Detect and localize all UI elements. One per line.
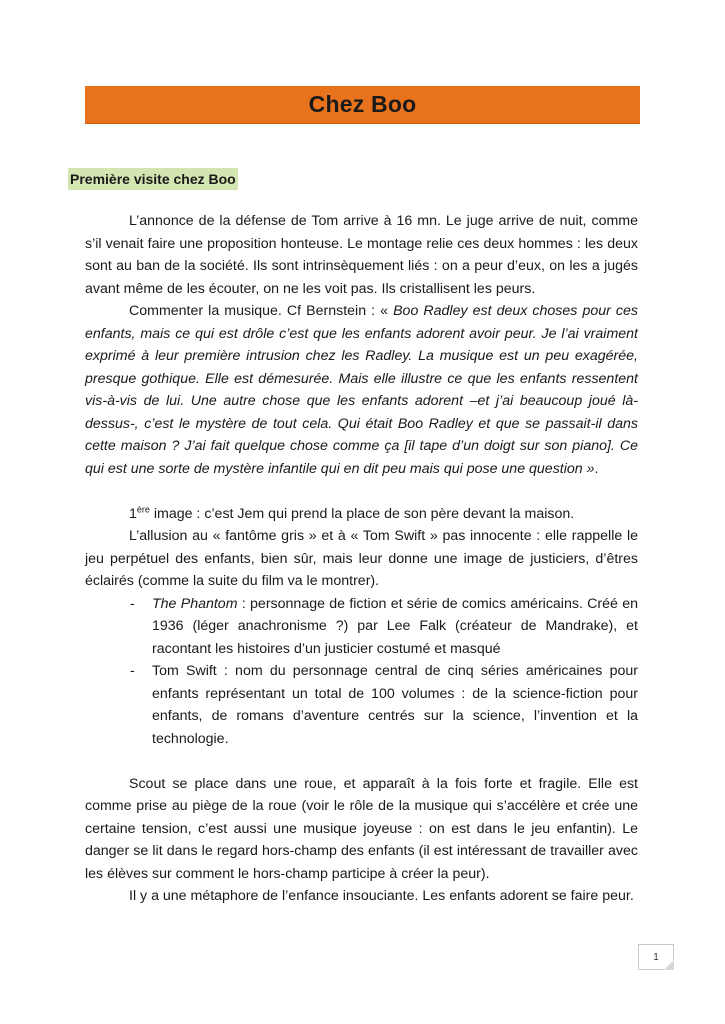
dash-bullet: - — [130, 595, 135, 612]
paragraph-4: L’allusion au « fantôme gris » et à « Tom Swift » pas innocente : elle rappelle le jeu perpétuel des enfants, bien sûr, mais leur donne une image de justiciers, d’êtres éclairés (comme la suite du film va le montrer). — [85, 528, 638, 589]
list-item-text: : personnage de fiction et série de comics américains. Créé en 1936 (léger anachronisme ?) par Lee Falk (créateur de Mandrake), et racontant les histoires d’un justicier costumé et masqué — [152, 595, 638, 657]
paragraph-2-intro: Commenter la musique. Cf Bernstein : « — [129, 303, 394, 319]
section-heading: Première visite chez Boo — [68, 168, 238, 190]
body-text — [85, 210, 638, 908]
spacer — [85, 750, 638, 773]
title-banner — [85, 86, 640, 124]
paragraph-5: Scout se place dans une roue, et apparaît à la fois forte et fragile. Elle est comme prise au piège de la roue (voir le rôle de la musique qui s’accélère et crée une certaine tension, c’est aussi une musique joyeuse : on est dans le jeu enfantin). Le danger se lit dans le regard hors-champ des enfants (il est intéressant de travailler avec les élèves sur comment le hors-champ participe à créer la peur). — [85, 775, 638, 882]
dash-bullet: - — [130, 663, 135, 679]
paragraph-3 — [85, 503, 638, 526]
paragraph-3-text: image : c’est Jem qui prend la place de son père devant la maison. — [149, 505, 575, 522]
image-number: 1 — [129, 505, 137, 522]
list-item-text: Tom Swift : nom du personnage central de cinq séries américaines pour enfants représentant un total de 100 volumes : de la science-fiction pour enfants, de romans d’aventure centrés sur la science, l’invention et la technologie. — [152, 663, 638, 747]
page-number-box — [638, 944, 674, 970]
page-fold-icon — [664, 960, 674, 970]
ordinal-superscript: ère — [136, 503, 150, 514]
bernstein-quote: Boo Radley est deux choses pour ces enfants, mais ce qui est drôle c’est que les enfants adorent avoir peur. Je l’ai vraiment exprimé à leur première intrusion chez les Radley. La musique est un peu exagérée, presque gothique. Elle est démesurée. Mais elle illustre ce que les enfants ressentent vis-à-vis de lui. Une autre chose que les enfants adorent –et j’ai beaucoup joué là-dessus-, c’est le mystère de tout cela. Qui était Boo Radley et que se passait-il dans cette maison ? J’ai fait quelque chose comme ça [il tape d’un doigt sur son piano]. Ce qui est une sorte de mystère infantile qui en dit peu mais qui pose une question » — [85, 303, 638, 477]
page-title: Chez Boo — [308, 91, 417, 117]
paragraph-2-end: . — [594, 460, 599, 477]
paragraph-1: L’annonce de la défense de Tom arrive à 16 mn. Le juge arrive de nuit, comme s’il venait faire une proposition honteuse. Le montage relie ces deux hommes : les deux sont au ban de la société. Ils sont intrinsèquement liés : on a peur d’eux, on les a jugés avant même de les écouter, on ne les voit pas. Ils cristallisent les peurs. — [85, 213, 638, 297]
page-number: 1 — [653, 952, 659, 963]
paragraph-6: Il y a une métaphore de l’enfance insouciante. Les enfants adorent se faire peur. — [129, 888, 634, 904]
list-item-title: The Phantom — [152, 595, 238, 612]
paragraph-2 — [85, 300, 638, 480]
list-item — [85, 660, 638, 750]
list-item — [85, 593, 638, 661]
reference-list — [85, 593, 638, 751]
spacer — [85, 480, 638, 503]
